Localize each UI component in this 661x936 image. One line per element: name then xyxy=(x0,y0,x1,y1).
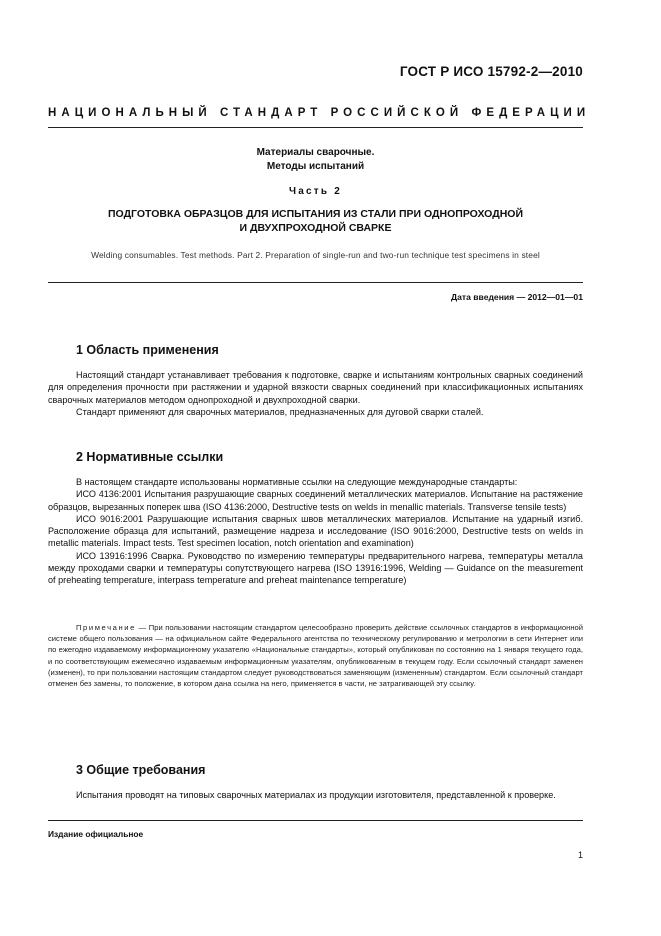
section-3-body xyxy=(48,789,583,801)
note-label: Примечание xyxy=(76,623,136,632)
section-1-heading: 1 Область применения xyxy=(76,343,219,357)
section-1-paragraph-2: Стандарт применяют для сварочных материалов, предназначенных для дуговой сварки сталей. xyxy=(76,406,484,417)
standard-number: ГОСТ Р ИСО 15792-2—2010 xyxy=(399,64,583,79)
section-2-paragraph-1: В настоящем стандарте использованы нормативные ссылки на следующие международные стандарты: xyxy=(76,477,518,487)
reference-iso-9016: ИСО 9016:2001 Разрушающие испытания сварных швов металлических материалов. Испытание на ударный изгиб. Расположение образца для испытаний, размещение надреза и исследование (ISO 9016:2000, Destructive tests on welds in metallic materials. Impact tests. Test specimen location, notch orientation and examination) xyxy=(48,513,583,549)
note-text: — При пользовании настоящим стандартом целесообразно проверить действие ссылочных стандартов в информационной системе общего пользования — на официальном сайте Федерального агентства по техническому регулированию и метрологии в сети Интернет или по ежегодно издаваемому информационному указателю «Национальные стандарты», который опубликован по состоянию на 1 января текущего года, и по соответствующим ежемесячно издаваемым информационным указателям, опубликованным в текущем году. Если ссылочный стандарт заменен (изменен), то при пользовании настоящим стандартом следует руководствоваться заменяющим (измененным) стандартом. Если ссылочный стандарт отменен без замены, то положение, в котором дана ссылка на него, применяется в части, не затрагивающей эту ссылку. xyxy=(48,623,583,689)
official-edition-label: Издание официальное xyxy=(48,829,144,839)
title-line-1: Материалы сварочные. xyxy=(256,147,375,158)
reference-iso-13916: ИСО 13916:1996 Сварка. Руководство по измерению температуры предварительного нагрева, температуры металла между проходами сварки и температуры сопутствующего нагрева (ISO 13916:1996, Welding — Guidance on the measurement of preheating temperature, interpass temperature and preheat maintenance temperature) xyxy=(48,550,583,586)
national-standard-heading: НАЦИОНАЛЬНЫЙ СТАНДАРТ РОССИЙСКОЙ ФЕДЕРАЦИИ xyxy=(48,107,591,119)
document-title-ru xyxy=(48,146,583,173)
title-line-2: Методы испытаний xyxy=(266,160,365,172)
english-title: Welding consumables. Test methods. Part 2. Preparation of single-run and two-run technique test specimens in steel xyxy=(91,250,540,260)
page-number: 1 xyxy=(577,850,583,860)
section-1-paragraph-1: Настоящий стандарт устанавливает требования к подготовке, сварке и испытаниям контрольных сварных соединений для определения прочности при растяжении и ударной вязкости сварных соединений при классификационных испытаниях сварочных материалов методом однопроходной и двухпроходной сварки. xyxy=(48,370,583,405)
reference-iso-4136: ИСО 4136:2001 Испытания разрушающие сварных соединений металлических материалов. Испытание на растяжение образцов, вырезанных поперек шва (ISO 4136:2000, Destructive tests on welds in menallic materials. Transverse tensile tests) xyxy=(48,489,583,512)
section-2-body xyxy=(48,476,583,587)
part-number: Часть 2 xyxy=(289,186,342,197)
section-3-heading: 3 Общие требования xyxy=(76,763,206,777)
section-2-heading: 2 Нормативные ссылки xyxy=(76,450,224,464)
introduction-date: Дата введения — 2012—01—01 xyxy=(450,292,583,302)
document-main-title xyxy=(48,208,583,235)
section-2-note xyxy=(48,622,583,689)
main-title-line-2: И ДВУХПРОХОДНОЙ СВАРКЕ xyxy=(239,221,392,234)
main-title-line-1: ПОДГОТОВКА ОБРАЗЦОВ ДЛЯ ИСПЫТАНИЯ ИЗ СТАЛИ ПРИ ОДНОПРОХОДНОЙ xyxy=(108,208,523,220)
section-3-paragraph-1: Испытания проводят на типовых сварочных материалах из продукции изготовителя, представленной к проверке. xyxy=(76,790,556,800)
header-divider xyxy=(48,127,583,128)
title-divider xyxy=(48,282,583,283)
section-1-body xyxy=(48,369,583,418)
footer-divider xyxy=(48,820,583,821)
